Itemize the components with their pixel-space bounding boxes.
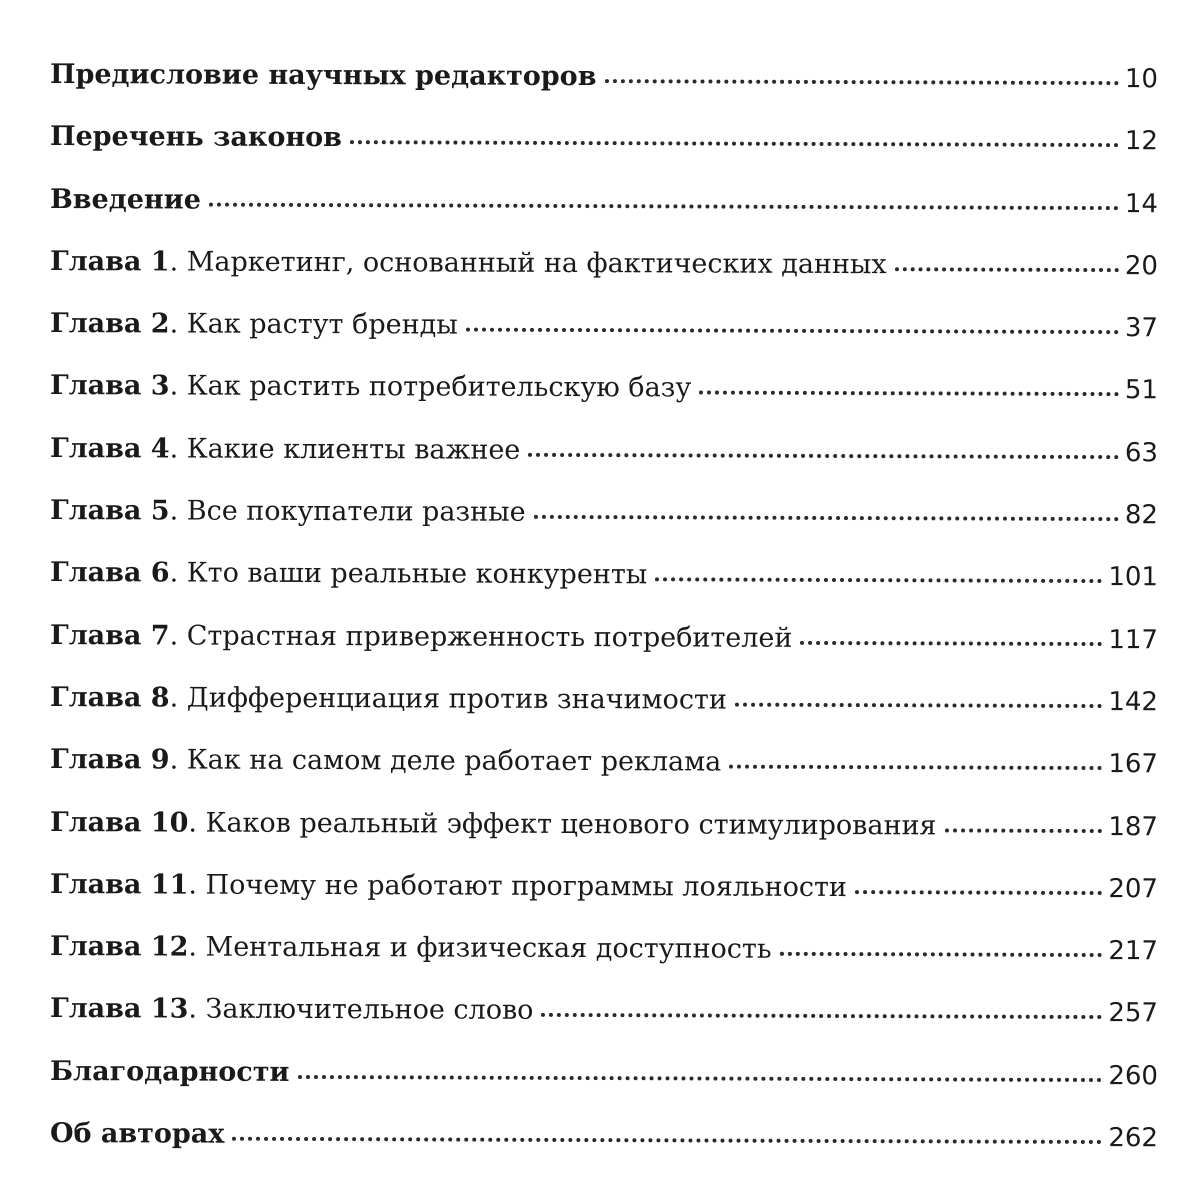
chapter-title: Кто ваши реальные конкуренты: [186, 557, 648, 591]
section-title: Перечень законов: [49, 121, 342, 154]
chapter-title: Ментальная и физическая доступность: [205, 931, 772, 965]
toc-entry-title: [50, 792, 937, 857]
toc-entry: [50, 978, 1158, 1045]
toc-entry: [50, 1041, 1158, 1108]
chapter-title: Как растить потребительскую базу: [186, 371, 692, 404]
dot-leader: [604, 79, 1118, 85]
page-number: 51: [1124, 375, 1159, 406]
chapter-label: Глава 5: [49, 495, 170, 527]
page-number: 260: [1108, 1060, 1159, 1092]
toc-entry-title: [50, 978, 534, 1042]
page-number: 167: [1108, 749, 1159, 780]
table-of-contents: [50, 44, 1158, 1165]
chapter-title: Заключительное слово: [205, 994, 534, 1027]
chapter-title: Как на самом деле работает реклама: [186, 744, 722, 778]
dot-leader: [780, 952, 1103, 957]
chapter-separator: .: [188, 993, 206, 1026]
page-number: 257: [1108, 998, 1159, 1029]
toc-entry-title: [50, 418, 521, 482]
page-number: 142: [1108, 687, 1159, 718]
chapter-separator: .: [169, 433, 187, 465]
toc-entry-title: [50, 106, 342, 169]
chapter-title: Дифференциация против значимости: [186, 682, 727, 716]
chapter-separator: .: [188, 807, 206, 839]
page-number: 101: [1108, 562, 1159, 593]
toc-entry-title: [50, 480, 526, 544]
dot-leader: [297, 1075, 1102, 1082]
dot-leader: [895, 267, 1119, 272]
toc-entry-title: [50, 231, 887, 296]
toc-entry-title: [50, 542, 648, 606]
dot-leader: [232, 1137, 1102, 1144]
chapter-title: Все покупатели разные: [186, 495, 526, 528]
toc-entry-title: [50, 44, 597, 108]
page-number: 207: [1108, 873, 1159, 905]
dot-leader: [944, 828, 1102, 833]
toc-entry: [50, 605, 1158, 672]
chapter-title: Как растут бренды: [186, 308, 458, 341]
chapter-title: Маркетинг, основанный на фактических данных: [186, 246, 887, 281]
dot-leader: [735, 703, 1102, 708]
toc-entry: [50, 106, 1158, 173]
chapter-title: Страстная приверженность потребителей: [186, 620, 793, 654]
dot-leader: [466, 328, 1119, 335]
chapter-separator: .: [169, 620, 187, 652]
chapter-label: Глава 6: [49, 557, 170, 589]
dot-leader: [655, 578, 1102, 584]
chapter-label: Глава 8: [49, 681, 170, 714]
chapter-separator: .: [188, 869, 206, 901]
chapter-label: Глава 4: [49, 432, 170, 465]
page-number: 20: [1124, 251, 1159, 282]
toc-entry: [50, 542, 1158, 609]
section-title: Предисловие научных редакторов: [49, 59, 597, 93]
toc-entry: [50, 667, 1158, 734]
dot-leader: [855, 890, 1102, 895]
toc-entry: [50, 792, 1158, 859]
toc-entry: [50, 169, 1158, 236]
page-number: 14: [1124, 188, 1159, 219]
page-number: 63: [1124, 437, 1159, 469]
chapter-separator: .: [188, 931, 206, 963]
chapter-separator: .: [169, 246, 187, 278]
toc-entry-title: [50, 1103, 225, 1166]
toc-entry-title: [50, 729, 721, 794]
section-title: Об авторах: [49, 1118, 225, 1150]
dot-leader: [350, 140, 1119, 147]
page-number: 262: [1108, 1123, 1159, 1154]
toc-entry: [50, 44, 1158, 111]
dot-leader: [209, 202, 1119, 209]
page-number: 12: [1124, 126, 1159, 157]
toc-entry-title: [50, 605, 793, 670]
toc-entry-title: [50, 667, 727, 732]
chapter-title: Почему не работают программы лояльности: [205, 869, 847, 903]
toc-entry: [50, 418, 1158, 485]
chapter-separator: .: [169, 557, 187, 589]
toc-entry: [50, 854, 1158, 921]
page-number: 82: [1124, 500, 1159, 531]
dot-leader: [528, 453, 1119, 459]
dot-leader: [541, 1013, 1102, 1019]
page-number: 37: [1124, 313, 1159, 344]
chapter-label: Глава 10: [49, 806, 189, 839]
page-number: 217: [1108, 936, 1159, 967]
chapter-separator: .: [169, 744, 187, 776]
toc-entry-title: [50, 854, 847, 919]
chapter-title: Какие клиенты важнее: [186, 433, 521, 466]
toc-entry: [50, 231, 1158, 298]
chapter-label: Глава 12: [49, 931, 189, 963]
toc-entry: [50, 1103, 1158, 1170]
toc-entry-title: [50, 916, 772, 981]
toc-entry: [50, 916, 1158, 983]
page-number: 117: [1108, 624, 1159, 655]
section-title: Благодарности: [49, 1055, 290, 1088]
page-number: 187: [1108, 811, 1159, 842]
chapter-separator: .: [169, 682, 187, 714]
toc-entry: [50, 729, 1158, 796]
chapter-label: Глава 11: [49, 868, 189, 901]
chapter-label: Глава 9: [49, 744, 170, 776]
toc-entry: [50, 355, 1158, 422]
dot-leader: [729, 765, 1102, 770]
chapter-label: Глава 3: [49, 370, 170, 402]
chapter-separator: .: [169, 308, 187, 340]
chapter-separator: .: [169, 495, 187, 527]
page-number: 10: [1124, 64, 1159, 95]
chapter-label: Глава 13: [49, 993, 189, 1025]
dot-leader: [534, 515, 1119, 521]
chapter-label: Глава 2: [49, 308, 170, 340]
dot-leader: [800, 641, 1102, 646]
chapter-separator: .: [169, 370, 187, 403]
dot-leader: [699, 391, 1119, 397]
section-title: Введение: [49, 183, 201, 216]
toc-entry: [50, 293, 1158, 360]
toc-entry-title: [50, 293, 458, 357]
toc-entry-title: [50, 1041, 290, 1104]
chapter-label: Глава 7: [49, 619, 170, 652]
chapter-title: Каков реальный эффект ценового стимулирования: [205, 807, 937, 841]
toc-entry-title: [50, 355, 692, 419]
chapter-label: Глава 1: [49, 245, 170, 278]
toc-entry: [50, 480, 1158, 547]
toc-entry-title: [50, 169, 201, 232]
